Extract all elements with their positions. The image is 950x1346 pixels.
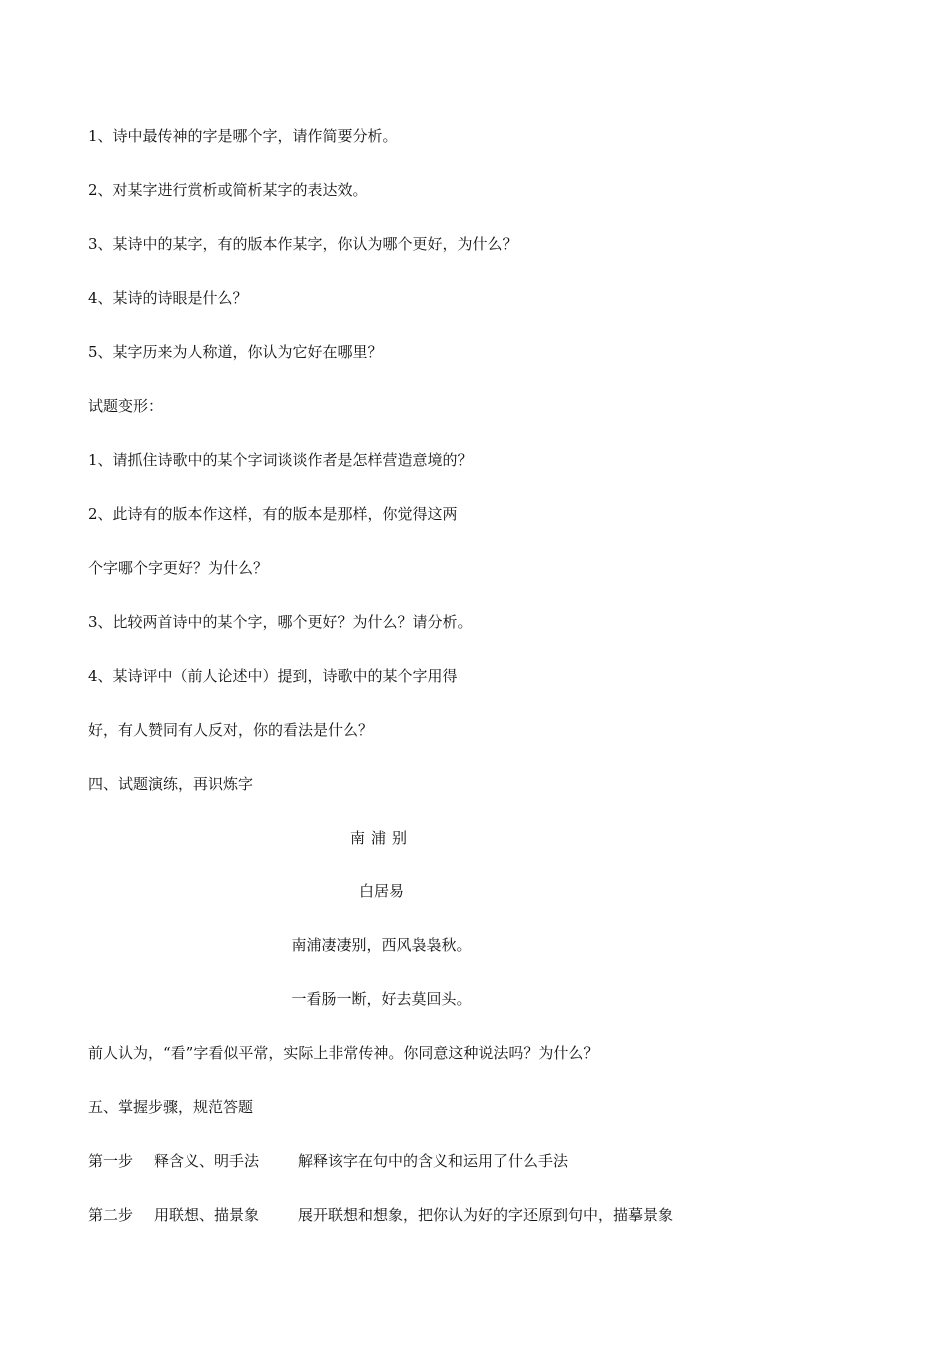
question-type-3: 3、某诗中的某字，有的版本作某字，你认为哪个更好，为什么？	[88, 235, 518, 253]
poem-line-1: 南浦凄凄别，西风袅袅秋。	[291, 936, 472, 954]
section-4-heading: 四、试题演练，再识炼字	[88, 775, 254, 793]
variants-heading: 试题变形：	[88, 397, 164, 415]
poem-author: 白居易	[358, 882, 404, 900]
step-2-description: 展开联想和想象，把你认为好的字还原到句中，描摹景象	[298, 1206, 674, 1224]
question-type-4: 4、某诗的诗眼是什么？	[88, 289, 248, 307]
step-1	[88, 1151, 568, 1171]
step-2-label: 第二步	[88, 1206, 134, 1224]
poem-question: 前人认为，“看”字看似平常，实际上非常传神。你同意这种说法吗？为什么？	[88, 1044, 599, 1062]
question-type-5: 5、某字历来为人称道，你认为它好在哪里？	[88, 343, 383, 361]
step-1-method: 释含义、明手法	[154, 1152, 260, 1170]
poem-line-2: 一看肠一断，好去莫回头。	[291, 990, 472, 1008]
variant-3: 3、比较两首诗中的某个字，哪个更好？为什么？请分析。	[88, 613, 473, 631]
step-1-label: 第一步	[88, 1152, 134, 1170]
step-2-method: 用联想、描景象	[154, 1206, 260, 1224]
variant-1: 1、请抓住诗歌中的某个字词谈谈作者是怎样营造意境的？	[88, 451, 473, 469]
section-5-heading: 五、掌握步骤，规范答题	[88, 1098, 254, 1116]
variant-2: 2、此诗有的版本作这样，有的版本是那样，你觉得这两	[88, 505, 458, 523]
poem-title: 南浦别	[349, 829, 413, 847]
variant-4: 4、某诗评中（前人论述中）提到，诗歌中的某个字用得	[88, 667, 458, 685]
question-type-2: 2、对某字进行赏析或简析某字的表达效。	[88, 181, 368, 199]
variant-4-continued: 好，有人赞同有人反对，你的看法是什么？	[88, 721, 374, 739]
variant-2-continued: 个字哪个字更好？为什么？	[88, 559, 269, 577]
step-1-description: 解释该字在句中的含义和运用了什么手法	[298, 1152, 569, 1170]
step-2	[88, 1205, 673, 1225]
question-type-1: 1、诗中最传神的字是哪个字，请作简要分析。	[88, 127, 398, 145]
